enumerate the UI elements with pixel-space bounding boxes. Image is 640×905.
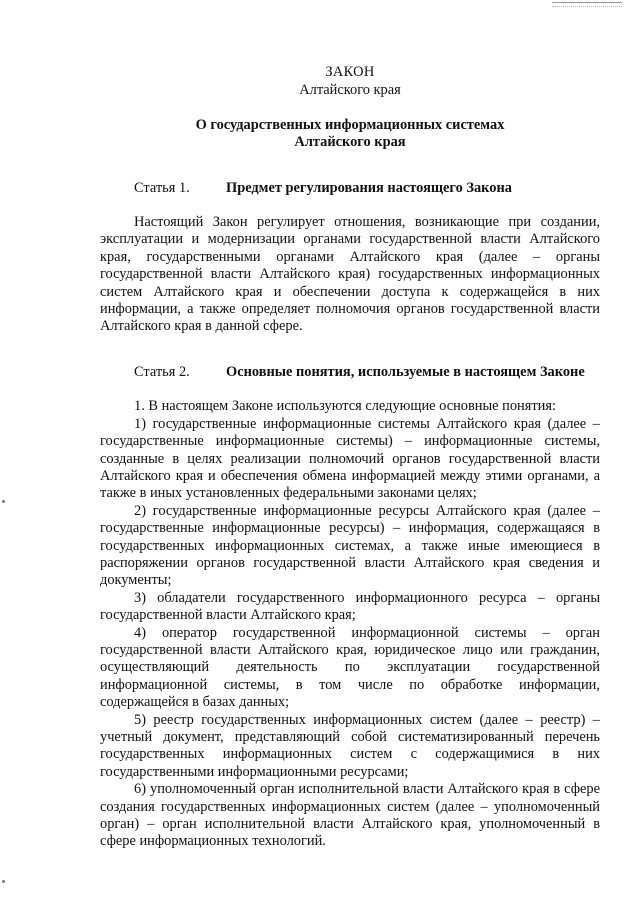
scan-corner-mark	[552, 2, 622, 7]
article-2-title: Основные понятия, используемые в настоящем Законе	[226, 363, 585, 380]
definition-6: 6) уполномоченный орган исполнительной власти Алтайского края в сфере создания государственных информационных систем (далее – уполномоченный орган) – орган исполнительной власти Алтайского края, уполномоченный в сфере информационных технологий.	[100, 781, 600, 850]
law-name-line-2: Алтайского края	[294, 134, 406, 151]
doc-type-heading: ЗАКОН	[325, 64, 375, 80]
definition-4: 4) оператор государственной информационной системы – орган государственной власти Алтайского края, юридическое лицо или гражданин, осуществляющий деятельность по эксплуатации государственной информационной системы, в том числе по обработке информации, содержащейся в базах данных;	[100, 624, 600, 711]
definition-5: 5) реестр государственных информационных систем (далее – реестр) – учетный документ, представляющий собой систематизированный перечень государственных информационных систем с содержащимися в них государственными информационными ресурсами;	[100, 711, 600, 780]
article-2-number: Статья 2.	[134, 363, 190, 380]
article-1-number: Статья 1.	[134, 179, 190, 196]
scan-speck	[2, 880, 5, 883]
article-1-heading	[134, 180, 600, 197]
scan-speck	[2, 500, 5, 503]
definition-1: 1) государственные информационные системы Алтайского края (далее – государственные информационные системы) – информационные системы, созданные в целях реализации полномочий органов государственной власти Алтайского края и обеспечения обмена информацией между этими органами, а также в иных установленных федеральными законами целях;	[100, 415, 600, 502]
definition-3: 3) обладатели государственного информационного ресурса – органы государственной власти Алтайского края;	[100, 589, 600, 624]
law-name-line-1: О государственных информационных системах	[195, 116, 505, 133]
article-2-intro: 1. В настоящем Законе используются следующие основные понятия:	[134, 398, 556, 415]
definition-2: 2) государственные информационные ресурсы Алтайского края (далее – государственные информационные ресурсы) – информация, содержащаяся в государственных информационных системах, а также иные имеющиеся в распоряжении органов государственной власти Алтайского края сведения и документы;	[100, 502, 600, 589]
article-1-title: Предмет регулирования настоящего Закона	[226, 179, 512, 196]
law-name	[100, 117, 600, 152]
article-2-heading	[134, 364, 600, 381]
document-body	[100, 64, 600, 851]
region-heading: Алтайского края	[299, 82, 401, 99]
article-1-text: Настоящий Закон регулирует отношения, возникающие при создании, эксплуатации и модернизации органами государственной власти Алтайского края, государственными органами Алтайского края (далее – органы государственной власти Алтайского края) государственных информационных систем Алтайского края и обеспечении доступа к содержащейся в них информации, а также определяет полномочия органов государственной власти Алтайского края в данной сфере.	[100, 214, 600, 335]
